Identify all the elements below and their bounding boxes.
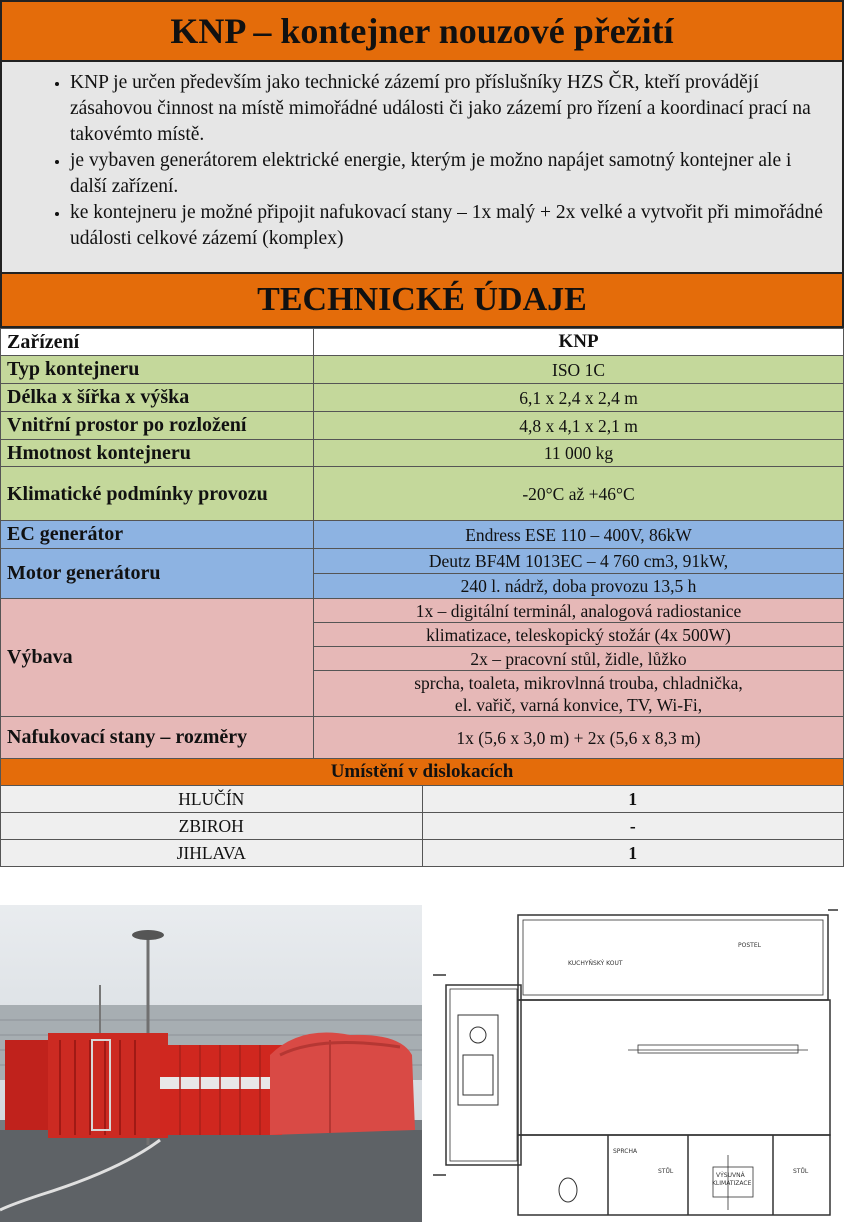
row-value: 4,8 x 4,1 x 2,1 m (314, 412, 844, 440)
table-row (1, 521, 844, 549)
table-row (1, 549, 844, 574)
table-row (1, 384, 844, 412)
intro-item: • KNP je určen především jako technické zázemí pro příslušníky HZS ČR, kteří provádějí zásahovou činnost na místě mimořádné události či jako zázemí pro řízení a koordinací prací na takovémto místě. (70, 70, 826, 148)
container-photo-drawing (0, 905, 422, 1222)
page-title: KNP – kontejner nouzové přežití (0, 0, 844, 62)
dislocation-table (0, 758, 844, 867)
row-label: Výbava (1, 599, 314, 717)
table-row (1, 599, 844, 623)
city-cell: ZBIROH (1, 813, 423, 840)
intro-item: • je vybaven generátorem elektrické energie, kterým je možno napájet samotný kontejner ale i další zařízení. (70, 148, 826, 200)
plan-label-shower: SPRCHA (613, 1148, 638, 1155)
plan-label-kitchen: KUCHYŇSKÝ KOUT (568, 960, 623, 967)
dislocation-heading: Umístění v dislokacích (1, 759, 844, 786)
intro-item: • ke kontejneru je možné připojit nafukovací stany – 1x malý + 2x velké a vytvořit při mimořádné události celkové zázemí (komplex) (70, 200, 826, 252)
intro-list (34, 70, 826, 252)
row-label: EC generátor (1, 521, 314, 549)
table-row (1, 813, 844, 840)
row-label: Délka x šířka x výška (1, 384, 314, 412)
row-value: ISO 1C (314, 356, 844, 384)
table-row (1, 717, 844, 759)
table-row (1, 356, 844, 384)
row-label: Klimatické podmínky provozu (1, 467, 314, 521)
tech-heading: TECHNICKÉ ÚDAJE (0, 272, 844, 328)
row-value: 2x – pracovní stůl, židle, lůžko (314, 647, 844, 671)
table-row (1, 329, 844, 356)
row-value (314, 671, 844, 717)
header-value: KNP (314, 329, 844, 356)
table-row (1, 440, 844, 467)
table-row (1, 786, 844, 813)
row-value: 240 l. nádrž, doba provozu 13,5 h (314, 574, 844, 599)
city-cell: HLUČÍN (1, 786, 423, 813)
row-label: Typ kontejneru (1, 356, 314, 384)
intro-section (0, 62, 844, 272)
container-photo (0, 905, 422, 1222)
row-value: 6,1 x 2,4 x 2,4 m (314, 384, 844, 412)
table-row (1, 840, 844, 867)
count-cell: 1 (422, 786, 844, 813)
row-value: Endress ESE 110 – 400V, 86kW (314, 521, 844, 549)
floor-plan-drawing (428, 905, 844, 1222)
row-label: Nafukovací stany – rozměry (1, 717, 314, 759)
count-cell: 1 (422, 840, 844, 867)
row-value: Deutz BF4M 1013EC – 4 760 cm3, 91kW, (314, 549, 844, 574)
row-value: -20°C až +46°C (314, 467, 844, 521)
table-row (1, 467, 844, 521)
row-label: Vnitřní prostor po rozložení (1, 412, 314, 440)
header-label: Zařízení (1, 329, 314, 356)
equipment-line: el. vařič, varná konvice, TV, Wi-Fi, (454, 694, 703, 715)
equipment-line: sprcha, toaleta, mikrovlnná trouba, chladnička, (414, 672, 743, 693)
spec-table (0, 328, 844, 759)
row-value: 11 000 kg (314, 440, 844, 467)
plan-label-ac: KLIMATIZACE (712, 1180, 752, 1187)
plan-label-bed: POSTEL (738, 942, 761, 949)
city-cell: JIHLAVA (1, 840, 423, 867)
plan-label-table: STŮL (793, 1168, 809, 1175)
row-value: 1x – digitální terminál, analogová radiostanice (314, 599, 844, 623)
plan-label-ac: VÝSUVNÁ (716, 1172, 745, 1179)
row-label: Motor generátoru (1, 549, 314, 599)
count-cell: - (422, 813, 844, 840)
row-value: 1x (5,6 x 3,0 m) + 2x (5,6 x 8,3 m) (314, 717, 844, 759)
plan-label-table: STŮL (658, 1168, 674, 1175)
floor-plan (428, 905, 844, 1222)
dislocation-heading-row (1, 759, 844, 786)
table-row (1, 412, 844, 440)
row-label: Hmotnost kontejneru (1, 440, 314, 467)
row-value: klimatizace, teleskopický stožár (4x 500W) (314, 623, 844, 647)
